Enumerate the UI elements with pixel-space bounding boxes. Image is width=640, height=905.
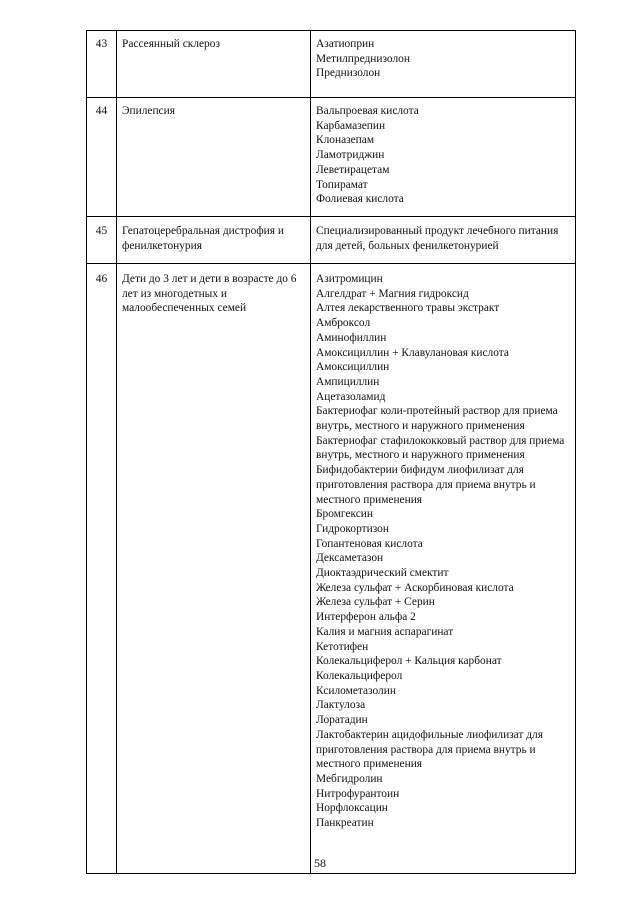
drug-item: Метилпреднизолон bbox=[316, 52, 410, 65]
drug-item: Азатиоприн bbox=[316, 38, 375, 50]
drug-item: Колекальциферол + Кальция карбонат bbox=[316, 655, 502, 668]
drug-list bbox=[311, 31, 576, 98]
drug-item: Леветирацетам bbox=[316, 163, 390, 176]
drug-item: Гидрокортизон bbox=[316, 522, 389, 535]
drug-item: Колекальциферол bbox=[316, 669, 403, 682]
table-row bbox=[87, 217, 576, 264]
drug-item: Ксилометазолин bbox=[316, 684, 396, 697]
drug-item: Бифидобактерии бифидум лиофилизат для приготовления раствора для приема внутрь и местного применения bbox=[316, 464, 536, 506]
drug-item: Алгелдрат + Магния гидроксид bbox=[316, 287, 469, 300]
disease-name: Гепатоцеребральная дистрофия и фенилкетонурия bbox=[117, 217, 311, 264]
disease-name: Дети до 3 лет и дети в возрасте до 6 лет из многодетных и малообеспеченных семей bbox=[117, 264, 311, 874]
drug-item: Железа сульфат + Серин bbox=[316, 596, 435, 609]
table-row bbox=[87, 98, 576, 217]
drug-item: Бромгексин bbox=[316, 508, 373, 521]
drug-item: Железа сульфат + Аскорбиновая кислота bbox=[316, 581, 514, 594]
drug-item: Калия и магния аспарагинат bbox=[316, 625, 454, 638]
drug-item: Фолиевая кислота bbox=[316, 193, 404, 206]
drug-item: Диоктаэдрический смектит bbox=[316, 567, 449, 580]
drug-item: Аминофиллин bbox=[316, 331, 387, 344]
drug-item: Мебгидролин bbox=[316, 772, 383, 785]
table-row bbox=[87, 31, 576, 98]
medication-table bbox=[86, 30, 576, 874]
disease-name: Рассеянный склероз bbox=[117, 31, 311, 98]
row-number: 45 bbox=[87, 217, 117, 264]
drug-item: Гопантеновая кислота bbox=[316, 537, 423, 550]
drug-item: Лоратадин bbox=[316, 714, 368, 727]
drug-item: Топирамат bbox=[316, 178, 368, 191]
drug-item: Интерферон альфа 2 bbox=[316, 611, 416, 624]
drug-item: Ламотриджин bbox=[316, 149, 385, 162]
drug-item: Клоназепам bbox=[316, 134, 375, 147]
table-row bbox=[87, 264, 576, 874]
drug-list bbox=[311, 98, 576, 217]
drug-item: Бактериофаг стафилококковый раствор для приема внутрь, местного и наружного применения bbox=[316, 434, 565, 462]
drug-list bbox=[311, 217, 576, 264]
disease-name: Эпилепсия bbox=[117, 98, 311, 217]
drug-item: Кетотифен bbox=[316, 640, 369, 653]
drug-item: Лактобактерин ацидофильные лиофилизат для приготовления раствора для приема внутрь и местного применения bbox=[316, 728, 543, 771]
drug-item: Панкреатин bbox=[316, 817, 374, 830]
drug-item: Нитрофурантоин bbox=[316, 787, 400, 800]
drug-item: Амоксициллин + Клавулановая кислота bbox=[316, 346, 509, 359]
drug-item: Амброксол bbox=[316, 317, 371, 330]
drug-item: Азитромицин bbox=[316, 273, 383, 285]
drug-item: Дексаметазон bbox=[316, 552, 384, 565]
drug-item: Преднизолон bbox=[316, 67, 381, 80]
drug-item: Амоксициллин bbox=[316, 361, 390, 374]
row-number: 43 bbox=[87, 31, 117, 98]
drug-item: Вальпроевая кислота bbox=[316, 105, 419, 117]
drug-item: Ампициллин bbox=[316, 375, 380, 388]
row-number: 46 bbox=[87, 264, 117, 874]
drug-item: Алтея лекарственного травы экстракт bbox=[316, 302, 500, 315]
drug-list bbox=[311, 264, 576, 874]
row-number: 44 bbox=[87, 98, 117, 217]
drug-item: Ацетазоламид bbox=[316, 390, 386, 403]
drug-item: Специализированный продукт лечебного питания для детей, больных фенилкетонурией bbox=[316, 225, 559, 252]
drug-item: Карбамазепин bbox=[316, 119, 386, 132]
drug-item: Норфлоксацин bbox=[316, 802, 388, 815]
page-number: 58 bbox=[314, 856, 326, 870]
drug-item: Бактериофаг коли-протейный раствор для приема внутрь, местного и наружного применения bbox=[316, 405, 558, 433]
drug-item: Лактулоза bbox=[316, 699, 366, 712]
